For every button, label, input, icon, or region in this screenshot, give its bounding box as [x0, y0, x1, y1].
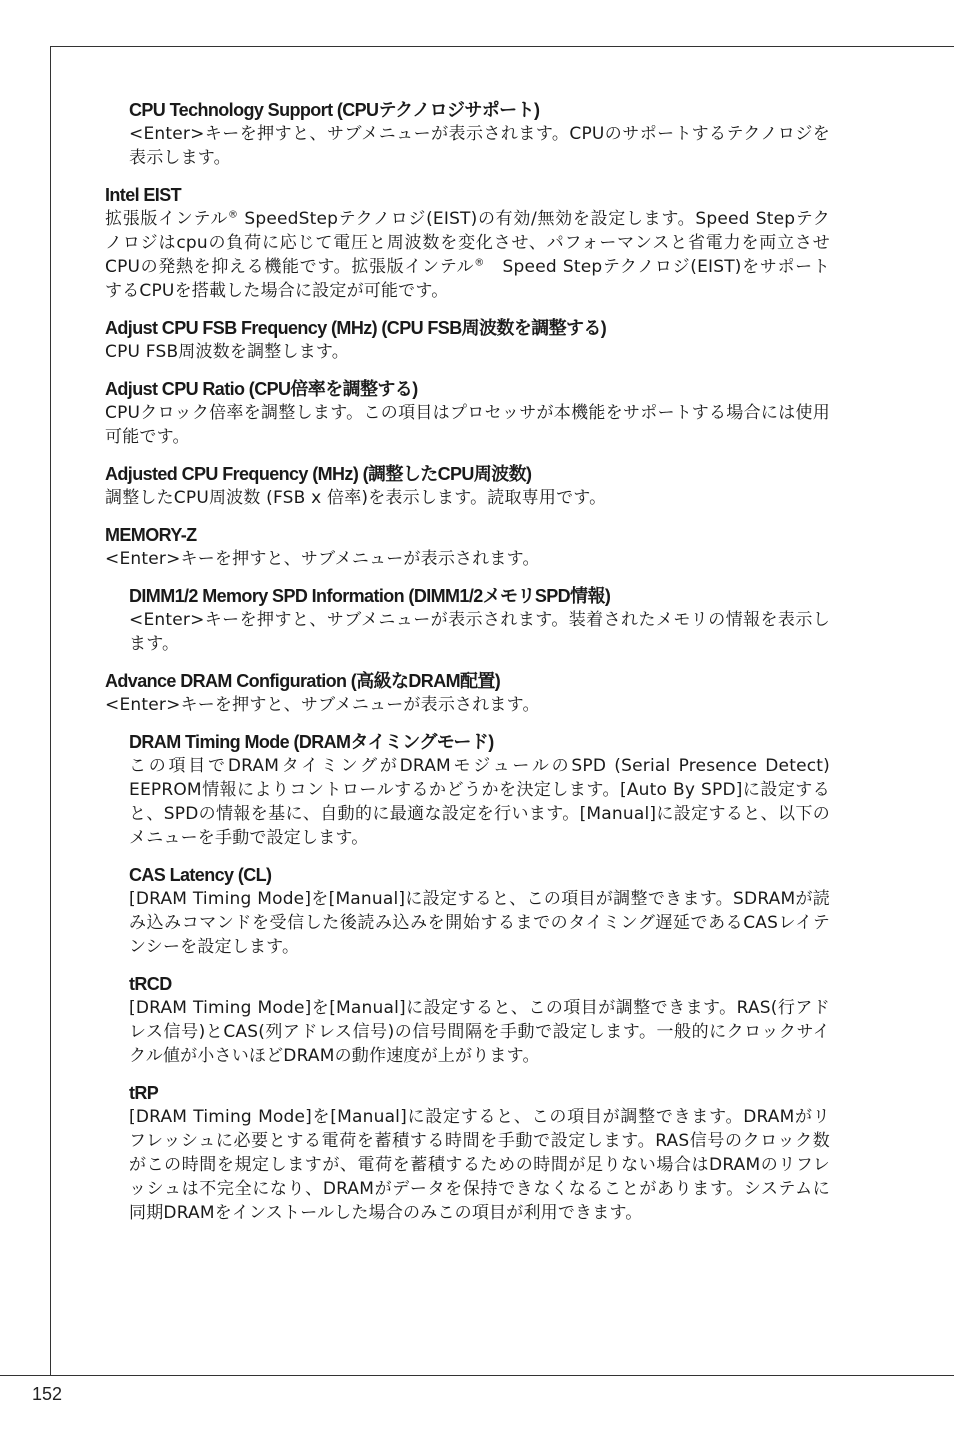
section-body: CPU FSB周波数を調整します。 — [105, 342, 349, 362]
section-body: [DRAM Timing Mode]を[Manual]に設定すると、この項目が調整できます。SDRAMが読み込みコマンドを受信した後読み込みを開始するまでのタイミング遅延であるCASレイテンシーを設定します。 — [129, 889, 830, 957]
section-intel-eist — [105, 183, 830, 303]
section-adjust-cpu-fsb-frequency — [105, 316, 830, 364]
section-title: Adjust CPU Ratio (CPU倍率を調整する) — [105, 379, 418, 399]
registered-mark: ® — [228, 209, 239, 221]
section-body — [105, 207, 830, 303]
section-body: <Enter>キーを押すと、サブメニューが表示されます。 — [105, 695, 540, 715]
section-title: Adjust CPU FSB Frequency (MHz) (CPU FSB周波数を調整する) — [105, 318, 607, 338]
section-title: DRAM Timing Mode (DRAMタイミングモード) — [129, 732, 494, 752]
section-body: <Enter>キーを押すと、サブメニューが表示されます。CPUのサポートするテクノロジを表示します。 — [129, 124, 830, 168]
section-trp — [105, 1081, 830, 1225]
section-body: 調整したCPU周波数 (FSB x 倍率)を表示します。読取専用です。 — [105, 488, 607, 508]
section-cas-latency — [105, 863, 830, 959]
section-dram-timing-mode — [105, 730, 830, 850]
section-cpu-technology-support — [105, 98, 830, 170]
frame-top-rule — [50, 46, 954, 47]
section-body: <Enter>キーを押すと、サブメニューが表示されます。 — [105, 549, 540, 569]
section-advance-dram-configuration — [105, 669, 830, 717]
section-trcd — [105, 972, 830, 1068]
section-body: CPUクロック倍率を調整します。この項目はプロセッサが本機能をサポートする場合には使用可能です。 — [105, 403, 830, 447]
page-number: 152 — [32, 1384, 63, 1404]
section-title: tRCD — [129, 974, 172, 994]
section-title: Intel EIST — [105, 185, 182, 205]
section-title: DIMM1/2 Memory SPD Information (DIMM1/2メモリSPD情報) — [129, 586, 611, 606]
section-memory-z — [105, 523, 830, 571]
frame-bottom-rule — [0, 1375, 954, 1376]
section-body: [DRAM Timing Mode]を[Manual]に設定すると、この項目が調整できます。RAS(行アドレス信号)とCAS(列アドレス信号)の信号間隔を手動で設定します。一般的にクロックサイクル値が小さいほどDRAMの動作速度が上がります。 — [129, 998, 830, 1066]
section-title: MEMORY-Z — [105, 525, 197, 545]
registered-mark: ® — [474, 257, 485, 269]
section-title: tRP — [129, 1083, 159, 1103]
section-title: CPU Technology Support (CPUテクノロジサポート) — [129, 100, 540, 120]
section-body: [DRAM Timing Mode]を[Manual]に設定すると、この項目が調整できます。DRAMがリフレッシュに必要とする電荷を蓄積する時間を手動で設定します。RAS信号のクロック数がこの時間を規定しますが、電荷を蓄積するための時間が足りない場合はDRAMのリフレッシュは不完全になり、DRAMがデータを保持できなくなることがあります。システムに同期DRAMをインストールした場合のみこの項目が利用できます。 — [129, 1107, 830, 1223]
section-title: Advance DRAM Configuration (高級なDRAM配置) — [105, 671, 501, 691]
frame-left-rule — [50, 46, 51, 1375]
section-adjusted-cpu-frequency — [105, 462, 830, 510]
section-title: Adjusted CPU Frequency (MHz) (調整したCPU周波数) — [105, 464, 532, 484]
body-text: 拡張版インテル — [105, 209, 229, 229]
section-title: CAS Latency (CL) — [129, 865, 272, 885]
page-content — [105, 98, 830, 1238]
body-text: Speed Stepテクノロジ(EIST)をサポートするCPUを搭載した場合に設定が可能です。 — [105, 257, 830, 301]
body-text: SpeedStepテクノロジ(EIST)の有効/無効を設定します。Speed Stepテクノロジはcpuの負荷に応じて電圧と周波数を変化させ、パフォーマンスと省電力を両立させCPUの発熱を抑える機能です。拡張版インテル — [105, 209, 830, 277]
section-body: この項目でDRAMタイミングがDRAMモジュールのSPD (Serial Presence Detect) EEPROM情報によりコントロールするかどうかを決定します。[Auto By SPD]に設定すると、SPDの情報を基に、自動的に最適な設定を行います。[Manual]に設定すると、以下のメニューを手動で設定します。 — [129, 756, 830, 848]
section-body: <Enter>キーを押すと、サブメニューが表示されます。装着されたメモリの情報を表示します。 — [129, 610, 830, 654]
section-adjust-cpu-ratio — [105, 377, 830, 449]
section-dimm-spd-information — [105, 584, 830, 656]
